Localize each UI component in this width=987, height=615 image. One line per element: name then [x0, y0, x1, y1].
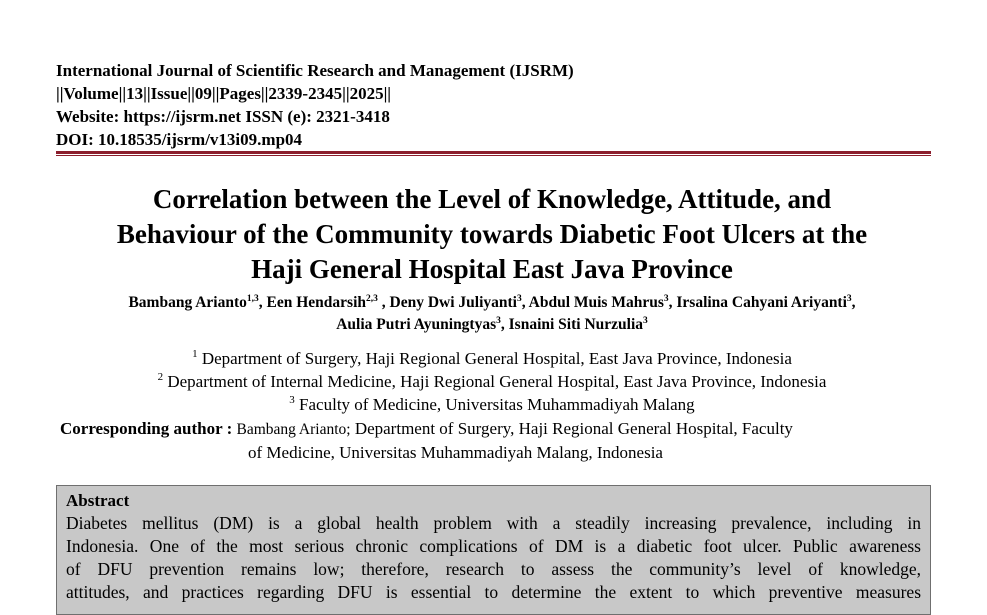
corresponding-author-name: Bambang Arianto;: [236, 421, 351, 438]
journal-website-line: Website: https://ijsrm.net ISSN (e): 2321-3418: [56, 107, 390, 126]
author-name: Bambang Arianto: [128, 294, 247, 311]
author-name: Irsalina Cahyani Ariyanti: [676, 294, 847, 311]
author-name: Deny Dwi Juliyanti: [389, 294, 517, 311]
author-separator: ,: [500, 316, 509, 333]
affiliation-number: 3: [289, 394, 295, 406]
abstract-line: of DFU prevention remains low; therefore, research to assess the community’s level of knowledge,: [66, 559, 921, 579]
author-name: Isnaini Siti Nurzulia: [508, 316, 644, 333]
header-divider: [56, 151, 931, 156]
affiliation-number: 1: [192, 348, 198, 360]
author-affiliation-mark: 3: [643, 316, 648, 326]
affiliation-item: [40, 370, 944, 393]
author-separator: ,: [377, 294, 390, 311]
author-list: [40, 292, 944, 336]
journal-volume-line: ||Volume||13||Issue||09||Pages||2339-2345||2025||: [56, 84, 392, 103]
author-affiliation-mark: 3: [663, 294, 669, 304]
journal-header: [56, 59, 936, 151]
affiliation-item: [40, 393, 944, 416]
abstract-line: Diabetes mellitus (DM) is a global health problem with a steadily increasing prevalence, including in: [66, 513, 921, 533]
affiliation-number: 2: [157, 371, 164, 383]
paper-title-line: Correlation between the Level of Knowledge, Attitude, and: [152, 184, 832, 214]
author-name: Aulia Putri Ayuningtyas: [336, 316, 497, 333]
journal-name: International Journal of Scientific Research and Management (IJSRM): [56, 61, 574, 80]
author-line: [40, 314, 944, 336]
affiliation-text: Faculty of Medicine, Universitas Muhammadiyah Malang: [299, 395, 695, 414]
author-separator: ,: [668, 294, 677, 311]
author-separator: ,: [521, 294, 529, 311]
author-separator: ,: [258, 294, 267, 311]
abstract-body: [66, 512, 921, 604]
paper-title-line: Haji General Hospital East Java Province: [251, 254, 733, 284]
abstract-line: attitudes, and practices regarding DFU is essential to determine the extent to which preventive measures: [66, 582, 921, 602]
journal-doi-line: DOI: 10.18535/ijsrm/v13i09.mp04: [56, 130, 303, 149]
corresponding-author-address: Department of Surgery, Haji Regional General Hospital, Faculty: [354, 419, 793, 438]
author-name: Abdul Muis Mahrus: [528, 294, 664, 311]
corresponding-author-address-continued: of Medicine, Universitas Muhammadiyah Malang, Indonesia: [248, 443, 663, 462]
affiliation-item: [40, 347, 944, 370]
author-affiliation-mark: 1,3: [246, 294, 259, 304]
author-affiliation-mark: 3: [516, 294, 522, 304]
author-affiliation-mark: 3: [846, 294, 852, 304]
author-line: [40, 292, 944, 314]
affiliation-text: Department of Internal Medicine, Haji Regional General Hospital, East Java Province, Indonesia: [167, 372, 827, 391]
author-affiliation-mark: 2,3: [366, 294, 378, 304]
paper-title: [40, 182, 944, 287]
corresponding-author: [60, 417, 928, 464]
author-separator: ,: [851, 294, 856, 311]
affiliation-list: [40, 347, 944, 416]
corresponding-author-label: Corresponding author :: [60, 419, 233, 438]
author-affiliation-mark: 3: [496, 316, 501, 326]
abstract-heading: Abstract: [66, 491, 130, 510]
corresponding-author-line: [60, 417, 928, 441]
paper-title-line: Behaviour of the Community towards Diabetic Foot Ulcers at the: [116, 219, 868, 249]
affiliation-text: Department of Surgery, Haji Regional General Hospital, East Java Province, Indonesia: [201, 349, 792, 368]
author-name: Een Hendarsih: [266, 294, 367, 311]
abstract-line: Indonesia. One of the most serious chronic complications of DM is a diabetic foot ulcer. Public awareness: [66, 536, 921, 556]
